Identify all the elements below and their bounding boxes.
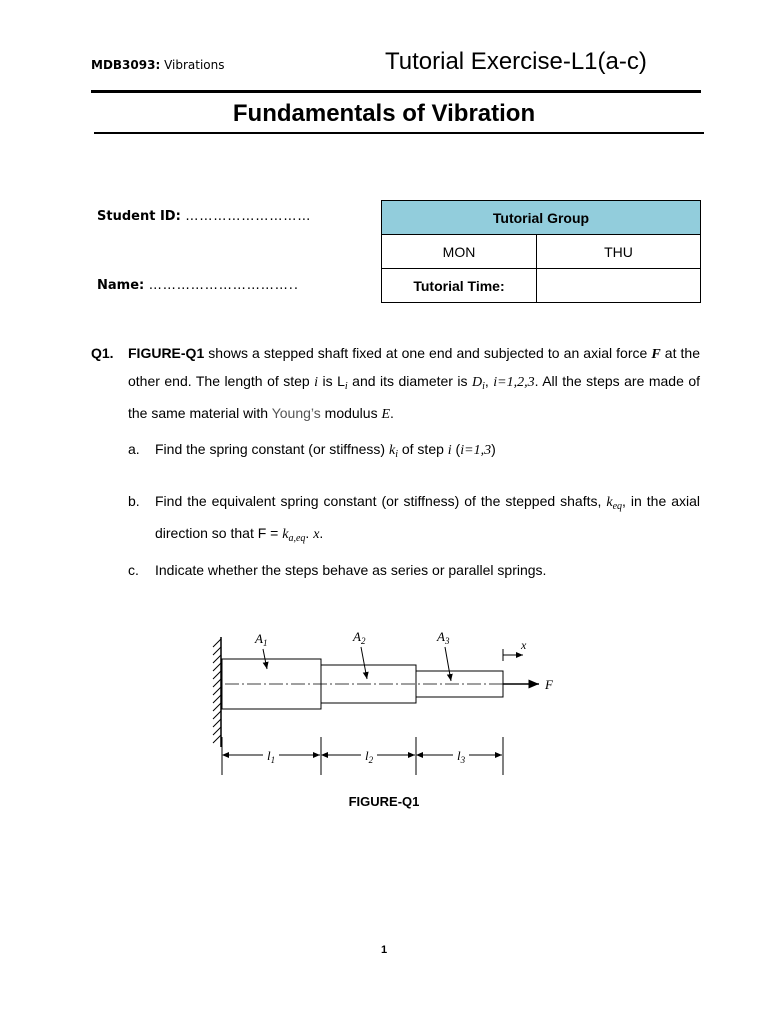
stiffness-letter: k: [388, 443, 396, 458]
student-id-dots: ………………………: [185, 209, 312, 224]
exercise-title: Tutorial Exercise-L1(a-c): [385, 48, 647, 75]
tutorial-day-thu: THU: [537, 235, 701, 269]
length-label-1: $l_1$: [267, 748, 276, 765]
modulus-symbol: E: [381, 407, 391, 422]
student-id-label: Student ID:: [97, 209, 181, 224]
axial-equivalent-stiffness-symbol: [282, 527, 305, 542]
item-b-part: .: [305, 525, 314, 541]
length-subscript: i: [344, 381, 348, 392]
area-label-2: $A_2$: [353, 629, 366, 646]
index-range: i=1,3: [460, 443, 492, 458]
student-name-label: Name:: [97, 278, 145, 293]
force-label: F: [545, 677, 553, 692]
stiffness-symbol: [389, 443, 398, 458]
question-text-part: at the other end. The length of step: [128, 345, 700, 389]
keq-letter: k: [606, 495, 613, 510]
stiffness-subscript: i: [395, 449, 398, 460]
index-range: i=1,2,3: [493, 375, 535, 390]
page-title-text: Fundamentals of Vibration: [232, 100, 536, 127]
student-name-dots: …………………………..: [148, 278, 300, 293]
force-symbol: F: [651, 347, 661, 362]
diameter-letter: D: [472, 375, 483, 390]
course-code: MDB3093:: [91, 58, 161, 72]
index-symbol: i: [447, 443, 452, 458]
x-label: x: [521, 638, 527, 652]
item-a-text: [155, 436, 700, 468]
item-a-part: (: [451, 441, 461, 457]
tutorial-group-table: [381, 200, 701, 303]
question-text: [128, 340, 700, 428]
question-text-part: shows a stepped shaft fixed at one end and subjected to an axial force: [204, 345, 652, 361]
equivalent-stiffness-symbol: [606, 495, 622, 510]
displacement-symbol: x: [313, 527, 320, 542]
length-symbol: [337, 373, 348, 392]
course-name: Vibrations: [164, 58, 225, 72]
item-b-letter: b.: [128, 493, 140, 509]
fixed-wall: [213, 637, 221, 747]
youngs-word: Young’s: [271, 405, 321, 421]
area-label-3: $A_3$: [437, 629, 450, 646]
item-b-part: .: [319, 525, 324, 541]
area-arrow-3: [445, 647, 451, 681]
item-c-text: Indicate whether the steps behave as series or parallel springs.: [155, 562, 547, 578]
question-text-part: is: [318, 373, 338, 389]
item-a-part: of step: [397, 441, 448, 457]
page-number: 1: [380, 944, 388, 956]
item-b-part: Find the equivalent spring constant (or stiffness) of the stepped shafts,: [155, 493, 607, 509]
item-b-part: , in the axial direction so that F =: [155, 493, 700, 541]
student-id-field: [97, 209, 311, 224]
item-a-part: ): [491, 441, 496, 457]
title-rule: [94, 132, 704, 134]
kaeq-letter: k: [282, 527, 289, 542]
tutorial-group-header: Tutorial Group: [382, 201, 701, 235]
diameter-symbol: [472, 375, 485, 390]
figure-caption: FIGURE-Q1: [348, 794, 420, 809]
question-text-part: ,: [484, 373, 494, 389]
length-letter: L: [337, 373, 345, 389]
page-title: [0, 100, 768, 128]
header-rule: [91, 90, 701, 93]
figure-reference: FIGURE-Q1: [128, 345, 205, 361]
stepped-shaft-figure: [205, 625, 565, 785]
course-label: [91, 58, 225, 72]
question-text-part: and its diameter is: [347, 373, 472, 389]
keq-subscript: eq: [612, 501, 623, 512]
tutorial-time-value: [537, 269, 701, 303]
item-c-letter: c.: [128, 562, 139, 578]
diameter-subscript: i: [482, 381, 485, 392]
tutorial-time-label: Tutorial Time:: [382, 269, 537, 303]
question-number: Q1.: [91, 345, 114, 361]
item-a-letter: a.: [128, 441, 140, 457]
length-label-2: $l_2$: [365, 748, 374, 765]
index-symbol: i: [314, 375, 319, 390]
tutorial-day-mon: MON: [382, 235, 537, 269]
question-text-part: . All the steps are made of the same material with: [128, 373, 700, 421]
item-a-part: Find the spring constant (or stiffness): [155, 441, 389, 457]
question-text-part: modulus: [320, 405, 382, 421]
area-label-1: $A_1$: [255, 631, 268, 648]
question-text-part: .: [390, 405, 394, 421]
length-label-3: $l_3$: [457, 748, 466, 765]
item-b-text: [155, 488, 700, 552]
student-name-field: [97, 278, 299, 293]
area-arrow-2: [361, 647, 367, 679]
kaeq-subscript: a,eq: [288, 533, 306, 544]
